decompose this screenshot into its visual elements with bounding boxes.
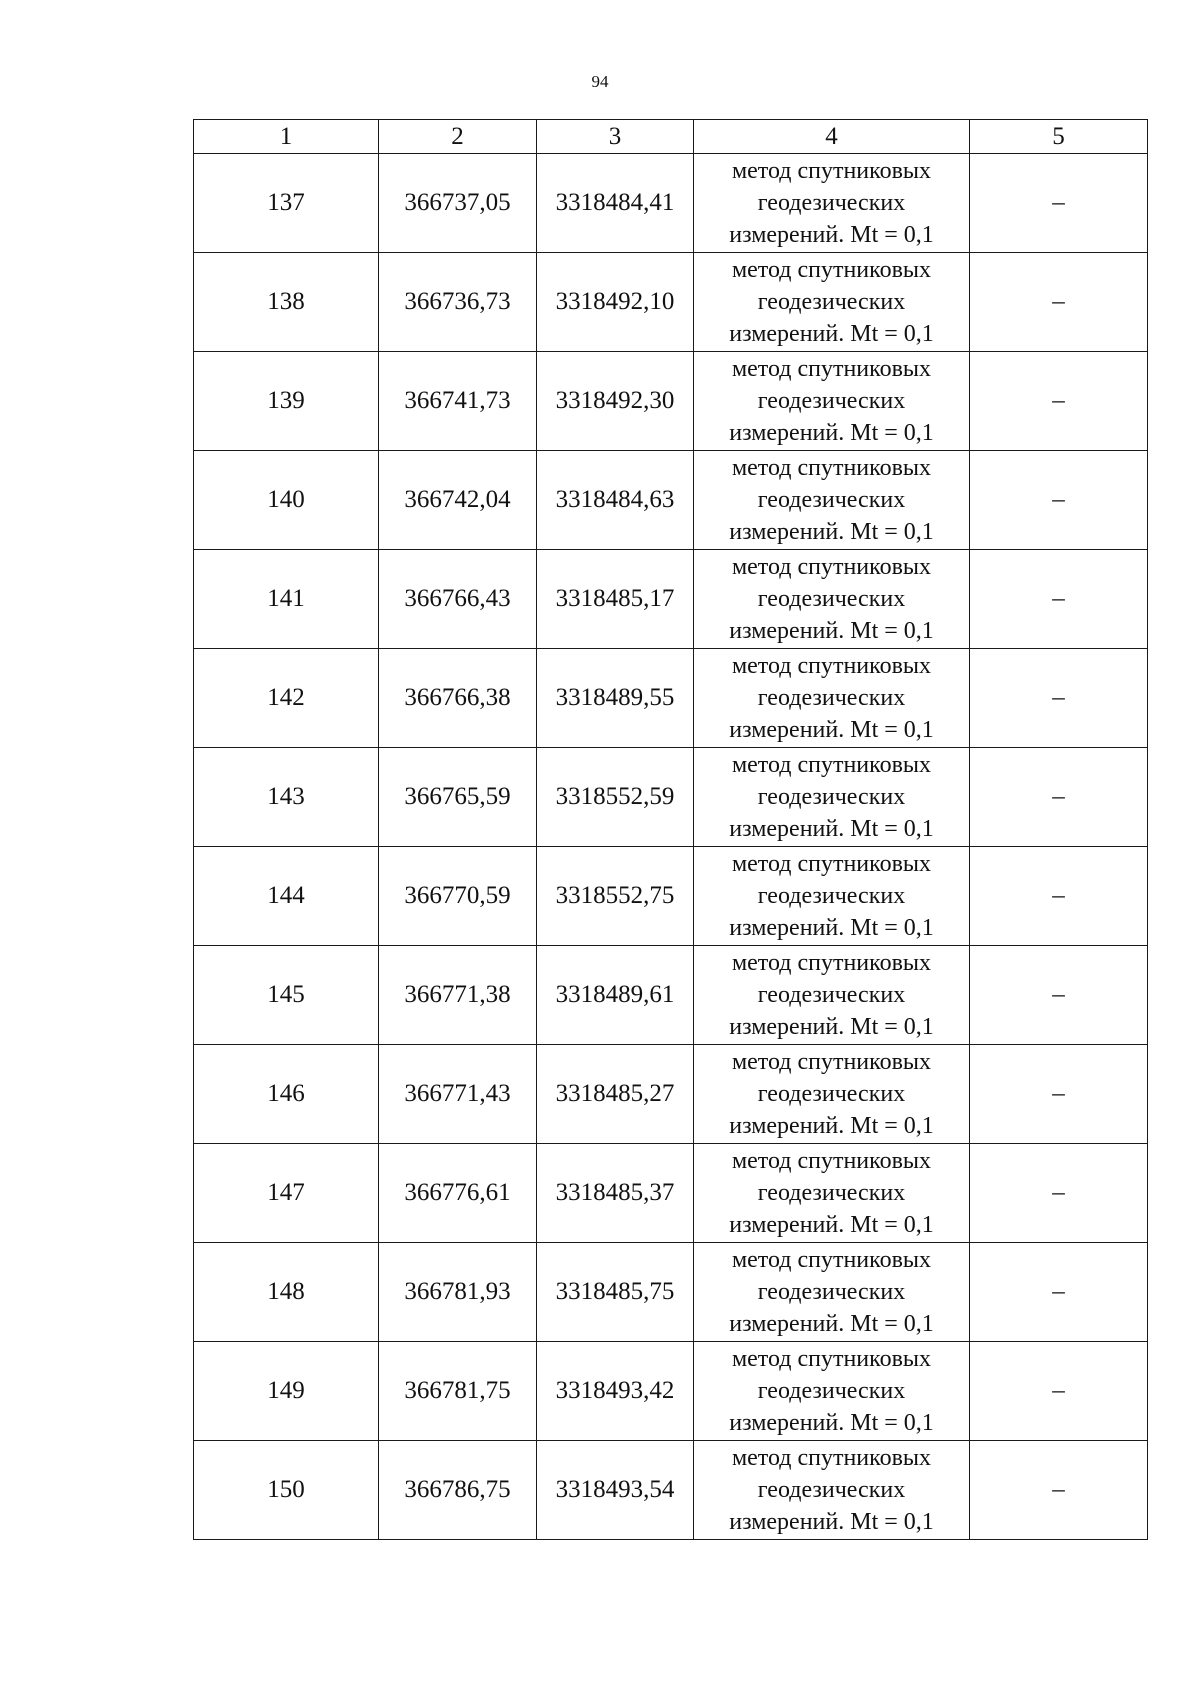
method-line: измерений. Mt = 0,1 — [729, 1212, 934, 1238]
table-row — [194, 352, 1148, 451]
column-header-4: 4 — [694, 120, 970, 154]
method-cell — [694, 451, 970, 550]
method-cell — [694, 649, 970, 748]
y-coordinate-cell: 3318489,55 — [537, 649, 694, 748]
x-coordinate-cell: 366742,04 — [379, 451, 537, 550]
method-line: измерений. Mt = 0,1 — [729, 717, 934, 743]
method-line: метод спутниковых — [731, 158, 932, 184]
note-cell: – — [970, 253, 1148, 352]
method-line: геодезических — [757, 982, 906, 1008]
table-row — [194, 550, 1148, 649]
table-row — [194, 847, 1148, 946]
x-coordinate-cell: 366736,73 — [379, 253, 537, 352]
y-coordinate-cell: 3318485,37 — [537, 1144, 694, 1243]
note-cell: – — [970, 946, 1148, 1045]
method-line: метод спутниковых — [731, 752, 932, 778]
method-line: метод спутниковых — [731, 653, 932, 679]
method-line: метод спутниковых — [731, 554, 932, 580]
note-cell: – — [970, 1144, 1148, 1243]
method-line: метод спутниковых — [731, 950, 932, 976]
x-coordinate-cell: 366765,59 — [379, 748, 537, 847]
point-number-cell: 140 — [194, 451, 379, 550]
table-row — [194, 154, 1148, 253]
method-line: геодезических — [757, 388, 906, 414]
method-line: измерений. Mt = 0,1 — [729, 1509, 934, 1535]
method-cell — [694, 1441, 970, 1540]
y-coordinate-cell: 3318493,42 — [537, 1342, 694, 1441]
method-line: геодезических — [757, 289, 906, 315]
table-row — [194, 451, 1148, 550]
table-row — [194, 1342, 1148, 1441]
table-row — [194, 253, 1148, 352]
method-line: метод спутниковых — [731, 1247, 932, 1273]
column-header-3: 3 — [537, 120, 694, 154]
method-line: геодезических — [757, 784, 906, 810]
point-number-cell: 146 — [194, 1045, 379, 1144]
note-cell: – — [970, 847, 1148, 946]
method-cell — [694, 1342, 970, 1441]
y-coordinate-cell: 3318485,17 — [537, 550, 694, 649]
method-line: измерений. Mt = 0,1 — [729, 321, 934, 347]
point-number-cell: 141 — [194, 550, 379, 649]
point-number-cell: 142 — [194, 649, 379, 748]
note-cell: – — [970, 1045, 1148, 1144]
note-cell: – — [970, 1342, 1148, 1441]
x-coordinate-cell: 366770,59 — [379, 847, 537, 946]
coordinates-table — [193, 119, 1148, 1540]
method-line: метод спутниковых — [731, 851, 932, 877]
method-cell — [694, 154, 970, 253]
note-cell: – — [970, 154, 1148, 253]
table-row — [194, 1243, 1148, 1342]
method-line: измерений. Mt = 0,1 — [729, 420, 934, 446]
method-line: измерений. Mt = 0,1 — [729, 222, 934, 248]
method-line: геодезических — [757, 586, 906, 612]
x-coordinate-cell: 366771,38 — [379, 946, 537, 1045]
method-cell — [694, 352, 970, 451]
point-number-cell: 144 — [194, 847, 379, 946]
method-line: измерений. Mt = 0,1 — [729, 618, 934, 644]
y-coordinate-cell: 3318489,61 — [537, 946, 694, 1045]
method-line: метод спутниковых — [731, 356, 932, 382]
x-coordinate-cell: 366781,75 — [379, 1342, 537, 1441]
method-line: измерений. Mt = 0,1 — [729, 1014, 934, 1040]
table-header-row — [194, 120, 1148, 154]
method-cell — [694, 847, 970, 946]
note-cell: – — [970, 352, 1148, 451]
y-coordinate-cell: 3318485,27 — [537, 1045, 694, 1144]
method-cell — [694, 946, 970, 1045]
y-coordinate-cell: 3318552,75 — [537, 847, 694, 946]
table-row — [194, 748, 1148, 847]
note-cell: – — [970, 748, 1148, 847]
x-coordinate-cell: 366766,43 — [379, 550, 537, 649]
x-coordinate-cell: 366781,93 — [379, 1243, 537, 1342]
method-cell — [694, 1045, 970, 1144]
method-cell — [694, 1243, 970, 1342]
point-number-cell: 149 — [194, 1342, 379, 1441]
point-number-cell: 139 — [194, 352, 379, 451]
method-line: геодезических — [757, 1477, 906, 1503]
method-line: измерений. Mt = 0,1 — [729, 1113, 934, 1139]
table-row — [194, 1144, 1148, 1243]
method-line: геодезических — [757, 1081, 906, 1107]
method-line: измерений. Mt = 0,1 — [729, 1410, 934, 1436]
y-coordinate-cell: 3318552,59 — [537, 748, 694, 847]
method-line: геодезических — [757, 1180, 906, 1206]
table-row — [194, 1441, 1148, 1540]
y-coordinate-cell: 3318492,30 — [537, 352, 694, 451]
page-number: 94 — [591, 72, 609, 91]
method-line: метод спутниковых — [731, 1445, 932, 1471]
x-coordinate-cell: 366776,61 — [379, 1144, 537, 1243]
y-coordinate-cell: 3318484,41 — [537, 154, 694, 253]
method-cell — [694, 253, 970, 352]
table-row — [194, 649, 1148, 748]
point-number-cell: 138 — [194, 253, 379, 352]
method-line: измерений. Mt = 0,1 — [729, 1311, 934, 1337]
y-coordinate-cell: 3318485,75 — [537, 1243, 694, 1342]
y-coordinate-cell: 3318484,63 — [537, 451, 694, 550]
note-cell: – — [970, 1441, 1148, 1540]
method-line: метод спутниковых — [731, 1346, 932, 1372]
point-number-cell: 137 — [194, 154, 379, 253]
method-line: геодезических — [757, 883, 906, 909]
method-line: геодезических — [757, 487, 906, 513]
table-row — [194, 946, 1148, 1045]
method-line: метод спутниковых — [731, 455, 932, 481]
note-cell: – — [970, 1243, 1148, 1342]
note-cell: – — [970, 550, 1148, 649]
method-line: метод спутниковых — [731, 257, 932, 283]
point-number-cell: 145 — [194, 946, 379, 1045]
x-coordinate-cell: 366771,43 — [379, 1045, 537, 1144]
column-header-1: 1 — [194, 120, 379, 154]
point-number-cell: 148 — [194, 1243, 379, 1342]
y-coordinate-cell: 3318492,10 — [537, 253, 694, 352]
x-coordinate-cell: 366737,05 — [379, 154, 537, 253]
x-coordinate-cell: 366741,73 — [379, 352, 537, 451]
method-line: метод спутниковых — [731, 1049, 932, 1075]
method-line: геодезических — [757, 685, 906, 711]
column-header-2: 2 — [379, 120, 537, 154]
point-number-cell: 150 — [194, 1441, 379, 1540]
method-line: измерений. Mt = 0,1 — [729, 816, 934, 842]
method-cell — [694, 1144, 970, 1243]
note-cell: – — [970, 451, 1148, 550]
point-number-cell: 143 — [194, 748, 379, 847]
table-row — [194, 1045, 1148, 1144]
method-line: измерений. Mt = 0,1 — [729, 915, 934, 941]
method-line: измерений. Mt = 0,1 — [729, 519, 934, 545]
x-coordinate-cell: 366786,75 — [379, 1441, 537, 1540]
method-line: метод спутниковых — [731, 1148, 932, 1174]
x-coordinate-cell: 366766,38 — [379, 649, 537, 748]
method-cell — [694, 550, 970, 649]
table-body — [194, 154, 1148, 1540]
note-cell: – — [970, 649, 1148, 748]
point-number-cell: 147 — [194, 1144, 379, 1243]
column-header-5: 5 — [970, 120, 1148, 154]
method-line: геодезических — [757, 1279, 906, 1305]
method-line: геодезических — [757, 1378, 906, 1404]
method-cell — [694, 748, 970, 847]
y-coordinate-cell: 3318493,54 — [537, 1441, 694, 1540]
method-line: геодезических — [757, 190, 906, 216]
